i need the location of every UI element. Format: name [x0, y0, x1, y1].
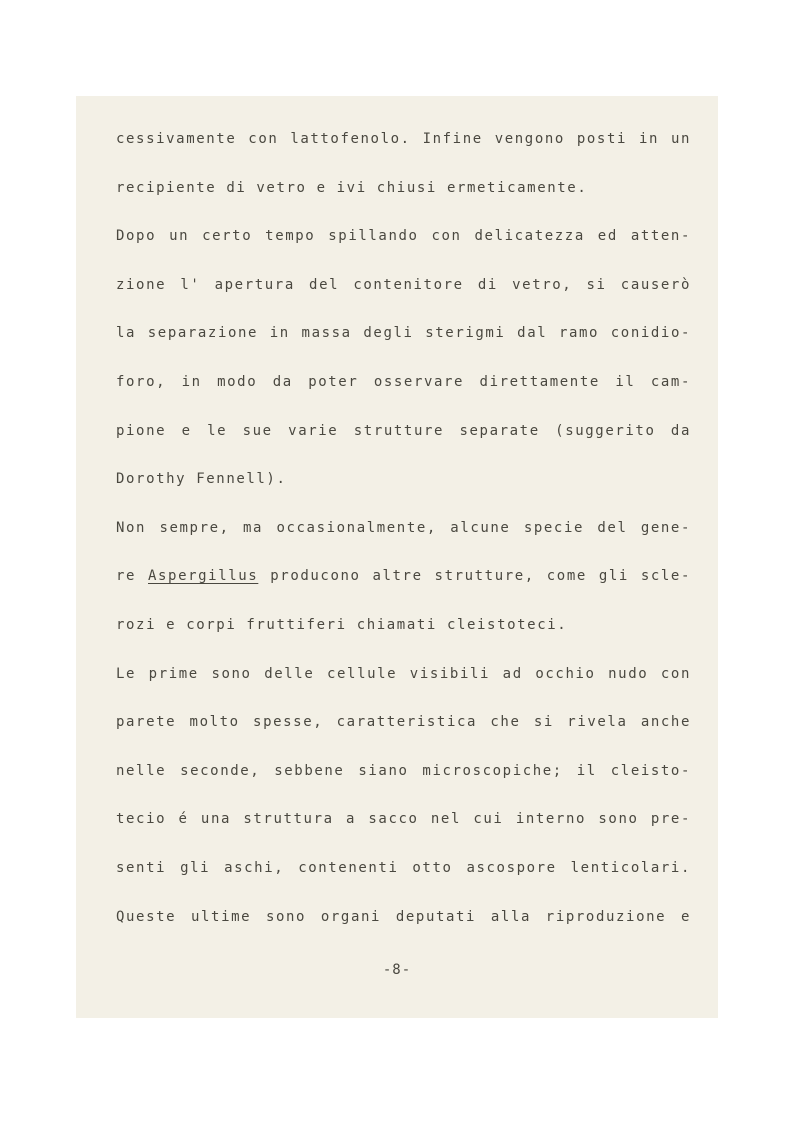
text-line-5: la separazione in massa degli sterigmi dal ramo conidio-	[116, 325, 691, 342]
text-line-1: cessivamente con lattofenolo. Infine vengono posti in un	[116, 131, 691, 147]
text-line-16: senti gli aschi, contenenti otto ascospore lenticolari.	[116, 859, 691, 876]
text-line-10-start: re	[116, 568, 148, 585]
text-line-4: zione l' apertura del contenitore di vetro, si causerò	[116, 276, 691, 293]
text-line-8: Dorothy Fennell).	[116, 471, 287, 488]
text-line-9: Non sempre, ma occasionalmente, alcune specie del gene-	[116, 519, 691, 536]
text-line-10	[116, 561, 691, 610]
text-line-13: parete molto spesse, caratteristica che si rivela anche	[116, 714, 691, 731]
body-text	[116, 124, 691, 950]
text-line-17: Queste ultime sono organi deputati alla riproduzione e	[116, 908, 691, 925]
text-line-10-end: producono altre strutture, come gli scle-	[258, 568, 691, 585]
page-number: -8-	[382, 962, 412, 978]
text-line-3: Dopo un certo tempo spillando con delicatezza ed atten-	[116, 228, 691, 245]
text-line-6: foro, in modo da poter osservare direttamente il cam-	[116, 373, 691, 390]
text-line-2: recipiente di vetro e ivi chiusi ermeticamente.	[116, 179, 588, 196]
text-line-7: pione e le sue varie strutture separate (suggerito da	[116, 422, 691, 439]
text-line-14: nelle seconde, sebbene siano microscopiche; il cleisto-	[116, 762, 691, 779]
text-line-15: tecio é una struttura a sacco nel cui interno sono pre-	[116, 811, 691, 828]
genus-name-underlined: Aspergillus	[148, 568, 259, 585]
text-line-11: rozi e corpi fruttiferi chiamati cleistoteci.	[116, 616, 568, 633]
text-line-12: Le prime sono delle cellule visibili ad occhio nudo con	[116, 665, 691, 682]
document-page	[76, 96, 718, 1018]
